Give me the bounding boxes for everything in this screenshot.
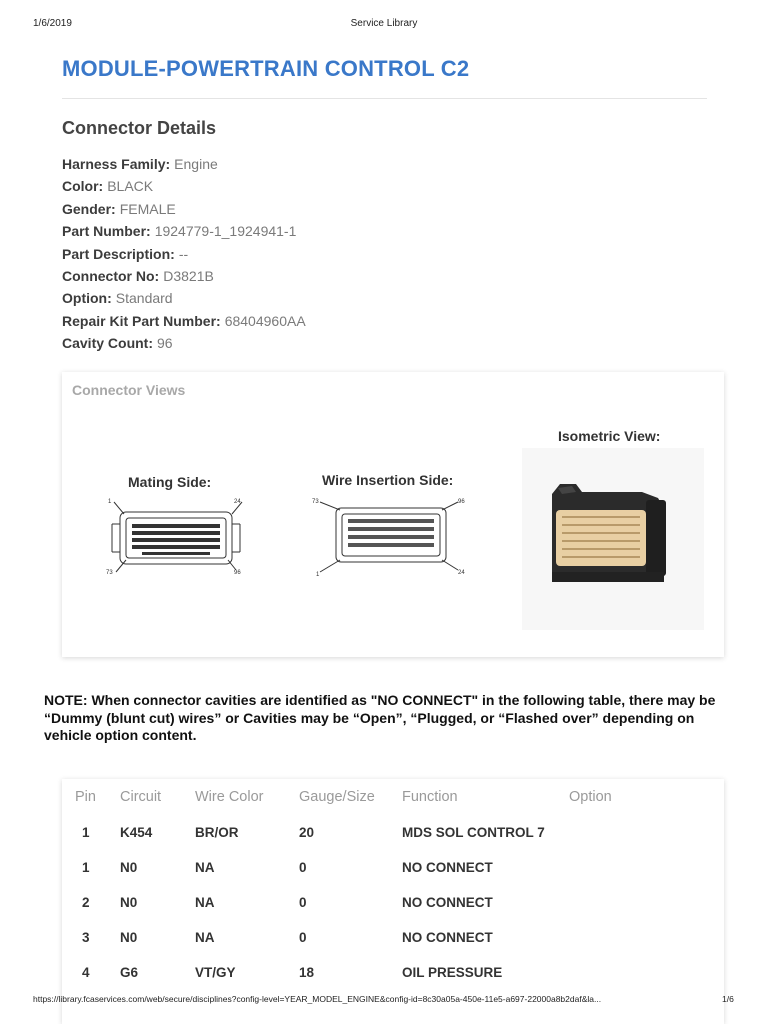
cell-wire-color: VT/GY (195, 965, 236, 980)
connector-views-title: Connector Views (72, 382, 186, 398)
cell-function: NO CONNECT (402, 860, 493, 875)
table-row (62, 920, 686, 955)
table-row (62, 885, 686, 920)
detail-gender (62, 198, 306, 220)
cell-wire-color: NA (195, 895, 215, 910)
column-header-function: Function (402, 789, 458, 805)
cell-gauge-size: 0 (299, 895, 307, 910)
detail-label: Repair Kit Part Number: (62, 312, 221, 329)
connector-isometric-image (522, 448, 704, 630)
cell-gauge-size: 0 (299, 930, 307, 945)
detail-label: Color: (62, 178, 104, 195)
detail-label: Connector No: (62, 267, 160, 284)
detail-connector-no (62, 265, 306, 287)
detail-harness-family (62, 153, 306, 175)
cell-gauge-size: 20 (299, 825, 315, 840)
detail-value: -- (178, 245, 189, 262)
print-footer-page-number: 1/6 (722, 994, 734, 1004)
wire-pin-label: 73 (312, 499, 319, 505)
cell-pin: 3 (82, 930, 90, 945)
column-header-pin: Pin (75, 789, 96, 805)
cell-function: NO CONNECT (402, 930, 493, 945)
cell-option (556, 815, 686, 850)
cell-pin: 4 (82, 965, 90, 980)
isometric-view-label: Isometric View: (558, 428, 661, 444)
detail-part-description (62, 243, 306, 265)
mating-pin-label: 24 (234, 499, 241, 505)
detail-label: Harness Family: (62, 156, 171, 172)
cell-gauge-size: 18 (299, 965, 315, 980)
cell-function: OIL PRESSURE (402, 965, 503, 980)
wire-pin-label: 24 (458, 570, 465, 576)
table-header-row (62, 779, 686, 815)
detail-part-number (62, 220, 306, 242)
detail-cavity-count (62, 332, 306, 354)
detail-color (62, 175, 306, 197)
connector-details-list (62, 153, 306, 355)
connector-views-panel (62, 372, 724, 657)
mating-pin-label: 1 (108, 499, 112, 505)
mating-side-diagram (102, 494, 252, 578)
pin-table (62, 779, 686, 990)
detail-label: Cavity Count: (62, 335, 153, 352)
cell-option (556, 955, 686, 990)
detail-value: 68404960AA (224, 312, 306, 329)
cell-circuit: N0 (120, 895, 138, 910)
detail-value: BLACK (107, 178, 154, 195)
table-row (62, 850, 686, 885)
isometric-view-image-frame (522, 448, 704, 630)
cell-option (556, 850, 686, 885)
cell-wire-color: NA (195, 860, 215, 875)
page-title: MODULE-POWERTRAIN CONTROL C2 (62, 56, 470, 81)
cell-option (556, 885, 686, 920)
cell-pin: 2 (82, 895, 90, 910)
column-header-wire-color: Wire Color (195, 789, 264, 805)
print-footer-url: https://library.fcaservices.com/web/secure/disciplines?config-level=YEAR_MODEL_ENGINE&config-id=8c30a05a-450e-11e5-a697-22000a8b2daf&la... (33, 994, 602, 1004)
detail-label: Gender: (62, 200, 116, 217)
cell-wire-color: NA (195, 930, 215, 945)
detail-value: FEMALE (119, 200, 176, 217)
mating-pin-label: 96 (234, 570, 241, 576)
mating-pin-label: 73 (106, 570, 113, 576)
detail-label: Part Number: (62, 223, 151, 240)
detail-label: Part Description: (62, 245, 175, 262)
detail-value: Standard (115, 290, 173, 307)
pin-table-panel (62, 779, 724, 1024)
detail-repair-kit (62, 310, 306, 332)
detail-value: 1924779-1_1924941-1 (154, 223, 297, 240)
detail-value: D3821B (163, 267, 214, 284)
no-connect-note: NOTE: When connector cavities are identified as "NO CONNECT" in the following table, there may be “Dummy (blunt cut) wires” or Cavities may be “Open”, “Plugged, or “Flashed over” depending on vehicle option content. (44, 692, 716, 743)
column-header-option: Option (569, 789, 612, 805)
table-row (62, 815, 686, 850)
detail-label: Option: (62, 290, 112, 307)
cell-circuit: N0 (120, 860, 138, 875)
cell-wire-color: BR/OR (195, 825, 239, 840)
table-row (62, 955, 686, 990)
detail-option (62, 287, 306, 309)
wire-insertion-side-label: Wire Insertion Side: (322, 472, 454, 488)
wire-pin-label: 96 (458, 499, 465, 505)
cell-circuit: K454 (120, 825, 153, 840)
cell-circuit: N0 (120, 930, 138, 945)
wire-insertion-side-diagram (306, 492, 476, 578)
column-header-gauge-size: Gauge/Size (299, 789, 375, 805)
wire-pin-label: 1 (316, 572, 320, 578)
cell-function: NO CONNECT (402, 895, 493, 910)
mating-side-label: Mating Side: (128, 474, 212, 490)
connector-details-heading: Connector Details (62, 118, 217, 138)
cell-pin: 1 (82, 860, 90, 875)
cell-pin: 1 (82, 825, 90, 840)
print-header-title: Service Library (350, 18, 418, 29)
detail-value: Engine (174, 156, 218, 172)
print-date: 1/6/2019 (33, 18, 72, 29)
title-divider (62, 98, 707, 99)
column-header-circuit: Circuit (120, 789, 162, 805)
cell-option (556, 920, 686, 955)
cell-circuit: G6 (120, 965, 139, 980)
detail-value: 96 (157, 335, 173, 352)
cell-gauge-size: 0 (299, 860, 307, 875)
cell-function: MDS SOL CONTROL 7 (402, 825, 545, 840)
